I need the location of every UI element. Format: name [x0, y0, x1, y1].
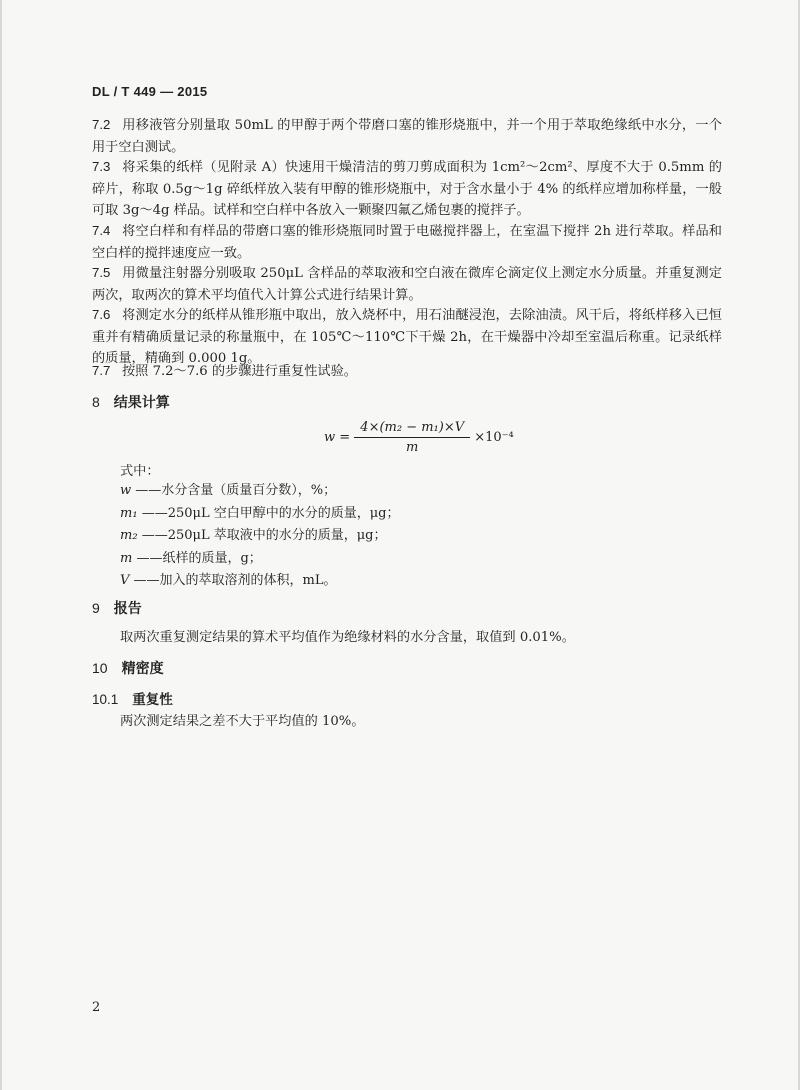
section-title: 报告: [113, 600, 142, 616]
clause-number: 7.5: [92, 265, 111, 280]
section-title: 精密度: [121, 660, 164, 676]
definition-row: [120, 503, 400, 526]
clause-text: 将采集的纸样（见附录 A）快速用干燥清洁的剪刀剪成面积为 1cm²～2cm²、厚度不大于 0.5mm 的碎片，称取 0.5g～1g 碎纸样放入装有甲醇的锥形烧瓶中，对于含水量小于 4% 的纸样应增加称样量，一般可取 3g～4g 样品。试样和空白样中各放入一颗聚四氟乙烯包裹的搅拌子。: [92, 160, 722, 218]
clause-number: 7.3: [92, 159, 111, 174]
page-number: 2: [92, 1000, 101, 1015]
section-10-1-heading: [92, 688, 173, 708]
definition-row: [120, 480, 400, 503]
definition-text: ——加入的萃取溶剂的体积，mL。: [133, 573, 337, 588]
section-title: 结果计算: [113, 394, 170, 410]
section-10-heading: [92, 658, 164, 678]
clause-text: 用移液管分别量取 50mL 的甲醇于两个带磨口塞的锥形烧瓶中，并一个用于萃取绝缘纸中水分，一个用于空白测试。: [92, 118, 722, 155]
definition-symbol: V: [120, 573, 130, 588]
clause-number: 7.6: [92, 307, 111, 322]
document-header: DL / T 449 — 2015: [92, 84, 208, 99]
clause-7-3: [92, 156, 722, 222]
clause-number: 7.7: [92, 363, 111, 378]
definition-symbol: m₂: [120, 528, 138, 543]
definition-row: [120, 525, 400, 548]
clause-7-5: [92, 262, 722, 306]
clause-7-7: [92, 360, 722, 383]
definition-symbol: m: [120, 550, 133, 566]
definition-symbol: w: [120, 483, 132, 498]
definition-symbol: m₁: [120, 505, 138, 521]
clause-text: 按照 7.2～7.6 的步骤进行重复性试验。: [122, 364, 357, 379]
section-title: 重复性: [132, 692, 173, 707]
clause-7-2: [92, 114, 722, 158]
section-number: 9: [92, 600, 100, 616]
section-number: 10: [92, 660, 108, 676]
definition-row: [120, 570, 400, 593]
clause-text: 将空白样和有样品的带磨口塞的锥形烧瓶同时置于电磁搅拌器上，在室温下搅拌 2h 进行萃取。样品和空白样的搅拌速度应一致。: [92, 224, 722, 261]
repeatability-text: 两次测定结果之差不大于平均值的 10%。: [120, 714, 365, 729]
definition-text: ——水分含量（质量百分数），%；: [135, 483, 337, 498]
clause-number: 7.4: [92, 223, 111, 238]
definition-text: ——纸样的质量，g；: [136, 550, 262, 566]
water-content-formula: [324, 420, 514, 455]
definition-text: ——250μL 空白甲醇中的水分的质量，μg；: [141, 505, 400, 521]
clause-text: 用微量注射器分别吸取 250μL 含样品的萃取液和空白液在微库仑滴定仪上测定水分质量。并重复测定两次，取两次的算术平均值代入计算公式进行结果计算。: [92, 266, 722, 303]
definition-row: [120, 548, 400, 571]
formula-factor: ×10⁻⁴: [474, 430, 514, 445]
formula-lhs: w =: [324, 430, 351, 445]
report-text: 取两次重复测定结果的算术平均值作为绝缘材料的水分含量，取值到 0.01%。: [120, 630, 575, 645]
where-label: 式中：: [120, 464, 160, 479]
formula-denominator: m: [406, 440, 419, 455]
section-number: 10.1: [92, 692, 119, 707]
section-9-heading: [92, 598, 142, 618]
clause-text: 将测定水分的纸样从锥形瓶中取出，放入烧杯中，用石油醚浸泡，去除油渍。风干后，将纸样移入已恒重并有精确质量记录的称量瓶中，在 105℃～110℃下干燥 2h，在干燥器中冷却至室温后称重。记录纸样的质量，精确到 0.000 1g。: [92, 308, 722, 366]
section-8-heading: [92, 392, 170, 412]
formula-fraction: [354, 420, 470, 455]
section-number: 8: [92, 394, 100, 410]
clause-7-4: [92, 220, 722, 264]
formula-numerator: 4×(m₂ − m₁)×V: [354, 420, 470, 438]
definition-text: ——250μL 萃取液中的水分的质量，μg；: [141, 528, 387, 543]
variable-definitions: [120, 480, 400, 593]
clause-number: 7.2: [92, 117, 111, 132]
